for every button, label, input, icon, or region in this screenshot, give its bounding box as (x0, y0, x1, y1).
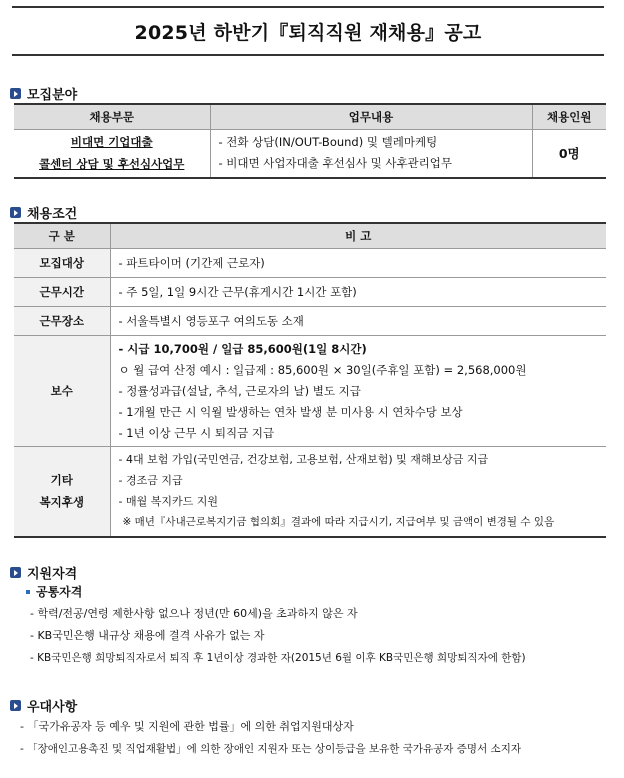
section-bullet-icon (10, 567, 21, 578)
row-label: 근무장소 (14, 307, 110, 336)
list-item: - 「국가유공자 등 예우 및 지원에 관한 법률」에 의한 취업지원대상자 (20, 720, 354, 733)
tasks-cell (210, 130, 532, 178)
qualification-list (30, 603, 526, 669)
task-line: - 전화 상담(IN/OUT-Bound) 및 텔레마케팅 (218, 135, 438, 150)
header-tasks: 업무내용 (210, 104, 532, 130)
desc-line: - 1개월 만근 시 익월 발생하는 연차 발생 분 미사용 시 연차수당 보상 (118, 404, 463, 419)
desc-line: - 4대 보험 가입(국민연금, 건강보험, 고용보험, 산재보험) 및 재해보상금 지급 (118, 453, 489, 467)
section-bullet-icon (10, 88, 21, 99)
section-bullet-icon (10, 700, 21, 711)
desc-line: ㅇ 월 급여 산정 예시 : 일급제 : 85,600원 × 30일(주휴일 포함) = 2,568,000원 (118, 362, 527, 377)
desc-line: - 시급 10,700원 / 일급 85,600원(1일 8시간) (118, 341, 367, 356)
list-item: - 「장애인고용촉진 및 직업재활법」에 의한 장애인 지원자 또는 상이등급을 보유한 국가유공자 증명서 소지자 (20, 743, 521, 755)
list-item: - 학력/전공/연령 제한사항 없으나 정년(만 60세)을 초과하지 않은 자 (30, 607, 358, 620)
row-desc (110, 447, 606, 537)
row-desc (110, 336, 606, 447)
task-line: - 비대면 사업자대출 후선심사 및 사후관리업무 (218, 156, 452, 171)
desc-line: - 파트타이머 (기간제 근로자) (118, 255, 265, 270)
section-title: 채용조건 (27, 207, 78, 222)
desc-line: - 정률성과급(설날, 추석, 근로자의 날) 별도 지급 (118, 383, 361, 398)
section-bullet-icon (10, 207, 21, 218)
section-title: 지원자격 (27, 567, 78, 582)
preference-list (20, 716, 521, 760)
sub-title-text: 공통자격 (36, 585, 83, 599)
row-label (14, 447, 110, 537)
page-title: 2025년 하반기『퇴직직원 재채용』공고 (12, 6, 604, 56)
count-cell: 0명 (532, 130, 606, 178)
section-title: 모집분야 (27, 88, 78, 103)
desc-line: - 서울특별시 영등포구 여의도동 소재 (118, 313, 304, 328)
row-desc (110, 249, 606, 278)
section-preference (10, 696, 77, 715)
dept-line: 비대면 기업대출 (70, 135, 153, 150)
header-category: 구 분 (14, 223, 110, 249)
desc-line: - 1년 이상 근무 시 퇴직금 지급 (118, 425, 275, 440)
recruit-field-table (14, 103, 606, 179)
sub-title-common (26, 583, 82, 600)
row-desc (110, 307, 606, 336)
section-recruit-field (10, 84, 77, 103)
desc-line: - 주 5일, 1일 9시간 근무(휴게시간 1시간 포함) (118, 284, 357, 299)
section-conditions (10, 203, 77, 222)
desc-line: ※ 매년『사내근로복지기금 협의회』결과에 따라 지급시기, 지급여부 및 금액이 변경될 수 있음 (122, 516, 555, 529)
header-remarks: 비 고 (110, 223, 606, 249)
row-label: 근무시간 (14, 278, 110, 307)
row-label: 모집대상 (14, 249, 110, 278)
dept-line: 콜센터 상담 및 후선심사업무 (39, 157, 185, 172)
section-title: 우대사항 (27, 700, 78, 715)
row-desc (110, 278, 606, 307)
label-line: 기타 (50, 473, 73, 488)
desc-line: - 매월 복지카드 지원 (118, 495, 218, 509)
list-item: - KB국민은행 내규상 채용에 결격 사유가 없는 자 (30, 629, 265, 642)
label-line: 복지후생 (39, 495, 84, 510)
list-item: - KB국민은행 희망퇴직자로서 퇴직 후 1년이상 경과한 자(2015년 6월 이후 KB국민은행 희망퇴직자에 한함) (30, 652, 526, 664)
section-qualifications (10, 563, 77, 582)
desc-line: - 경조금 지급 (118, 474, 183, 488)
row-label: 보수 (14, 336, 110, 447)
conditions-table (14, 222, 606, 538)
dept-cell (14, 130, 210, 178)
header-count: 채용인원 (532, 104, 606, 130)
square-bullet-icon (26, 590, 30, 594)
header-dept: 채용부문 (14, 104, 210, 130)
